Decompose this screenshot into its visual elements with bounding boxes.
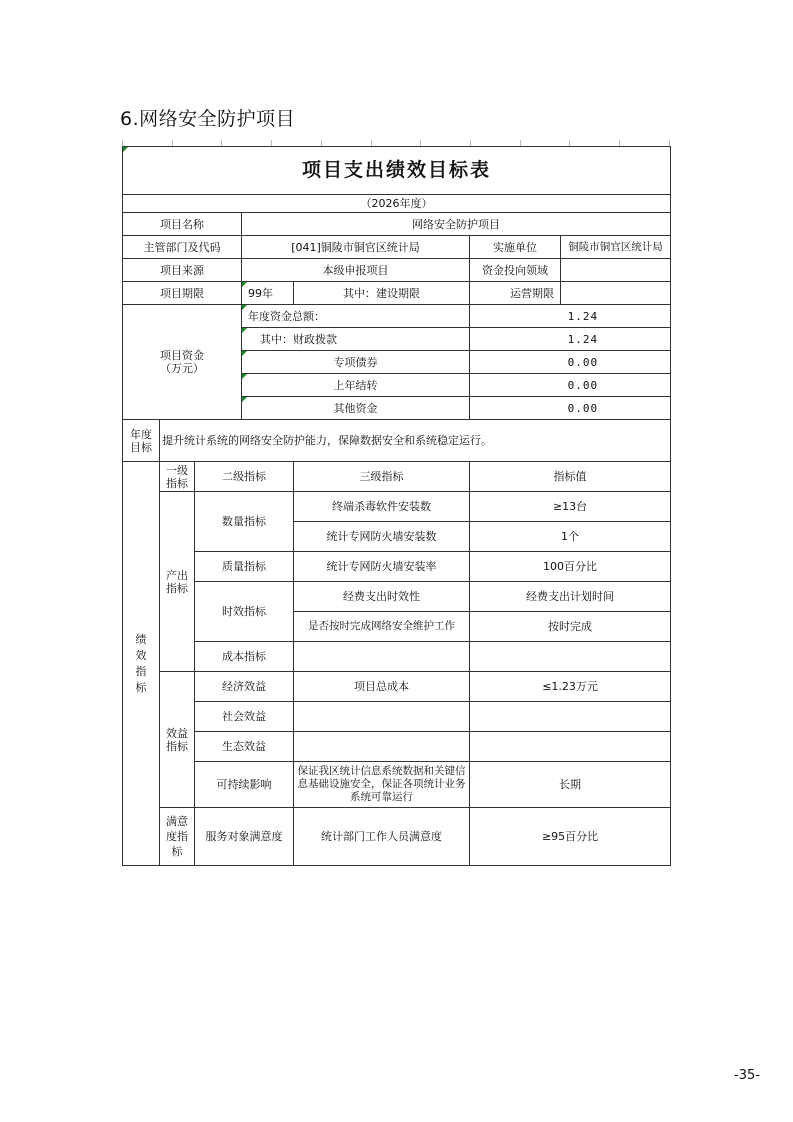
funds-carryover-value: 0.00	[470, 374, 671, 397]
social-label: 社会效益	[195, 702, 294, 732]
header-value: 指标值	[470, 462, 671, 492]
t1-value: 经费支出计划时间	[470, 582, 671, 612]
perf-label: 绩效指标	[123, 462, 160, 866]
sat1-value: ≥95百分比	[470, 808, 671, 866]
funds-label	[123, 305, 242, 420]
funds-other-value: 0.00	[470, 397, 671, 420]
performance-target-table	[122, 146, 671, 866]
goal-text: 提升统计系统的网络安全防护能力，保障数据安全和系统稳定运行。	[160, 420, 671, 462]
sustainable-label: 可持续影响	[195, 762, 294, 808]
t2-name: 是否按时完成网络安全维护工作	[294, 612, 470, 642]
op-period-value	[561, 282, 671, 305]
sus1-name: 保证我区统计信息系统数据和关键信息基础设施安全，保证各项统计业务系统可靠运行	[294, 762, 470, 808]
funds-other-label: 其他资金	[242, 397, 470, 420]
output-label: 产出指标	[160, 492, 195, 672]
funds-fiscal-label: 其中：财政拨款	[242, 328, 470, 351]
q1-name: 终端杀毒软件安装数	[294, 492, 470, 522]
table-title: 项目支出绩效目标表	[123, 147, 671, 195]
t2-value: 按时完成	[470, 612, 671, 642]
q2-value: 1个	[470, 522, 671, 552]
sat1-name: 统计部门工作人员满意度	[294, 808, 470, 866]
econ1-value: ≤1.23万元	[470, 672, 671, 702]
t1-name: 经费支出时效性	[294, 582, 470, 612]
quality-label: 质量指标	[195, 552, 294, 582]
satisfaction-label: 满意度指标	[160, 808, 195, 866]
quantity-label: 数量指标	[195, 492, 294, 552]
funds-carryover-label: 上年结转	[242, 374, 470, 397]
sus1-value: 长期	[470, 762, 671, 808]
social-value	[470, 702, 671, 732]
benefit-label: 效益指标	[160, 672, 195, 808]
funds-total-label: 年度资金总额：	[242, 305, 470, 328]
page-number: -35-	[734, 1068, 760, 1083]
ecological-name	[294, 732, 470, 762]
cost-name	[294, 642, 470, 672]
project-name: 网络安全防护项目	[242, 213, 671, 236]
goal-label: 年度目标	[123, 420, 160, 462]
funds-bond-value: 0.00	[470, 351, 671, 374]
social-name	[294, 702, 470, 732]
ecological-value	[470, 732, 671, 762]
funds-fiscal-value: 1.24	[470, 328, 671, 351]
fund-area-value	[561, 259, 671, 282]
ecological-label: 生态效益	[195, 732, 294, 762]
impl-unit-value: 铜陵市铜官区统计局	[561, 236, 671, 259]
funds-label-line1: 项目资金	[160, 349, 204, 362]
fund-area-label: 资金投向领域	[470, 259, 561, 282]
funds-total-value: 1.24	[470, 305, 671, 328]
quality1-value: 100百分比	[470, 552, 671, 582]
op-period-label: 运营期限	[470, 282, 561, 305]
q1-value: ≥13台	[470, 492, 671, 522]
funds-bond-label: 专项债券	[242, 351, 470, 374]
build-period-label: 其中：建设期限	[294, 282, 470, 305]
header-level2: 二级指标	[195, 462, 294, 492]
period-value: 99年	[242, 282, 294, 305]
impl-unit-label: 实施单位	[470, 236, 561, 259]
q2-name: 统计专网防火墙安装数	[294, 522, 470, 552]
source-value: 本级申报项目	[242, 259, 470, 282]
cost-value	[470, 642, 671, 672]
source-label: 项目来源	[123, 259, 242, 282]
dept-value: [041]铜陵市铜官区统计局	[242, 236, 470, 259]
table-year: （2026年度）	[123, 195, 671, 213]
timeliness-label: 时效指标	[195, 582, 294, 642]
header-level3: 三级指标	[294, 462, 470, 492]
quality1-name: 统计专网防火墙安装率	[294, 552, 470, 582]
period-label: 项目期限	[123, 282, 242, 305]
service-label: 服务对象满意度	[195, 808, 294, 866]
economic-label: 经济效益	[195, 672, 294, 702]
project-name-label: 项目名称	[123, 213, 242, 236]
dept-label: 主管部门及代码	[123, 236, 242, 259]
funds-label-line2: （万元）	[160, 362, 204, 375]
header-level1: 一级指标	[160, 462, 195, 492]
econ1-name: 项目总成本	[294, 672, 470, 702]
section-title: 6.网络安全防护项目	[120, 108, 296, 130]
cost-label: 成本指标	[195, 642, 294, 672]
